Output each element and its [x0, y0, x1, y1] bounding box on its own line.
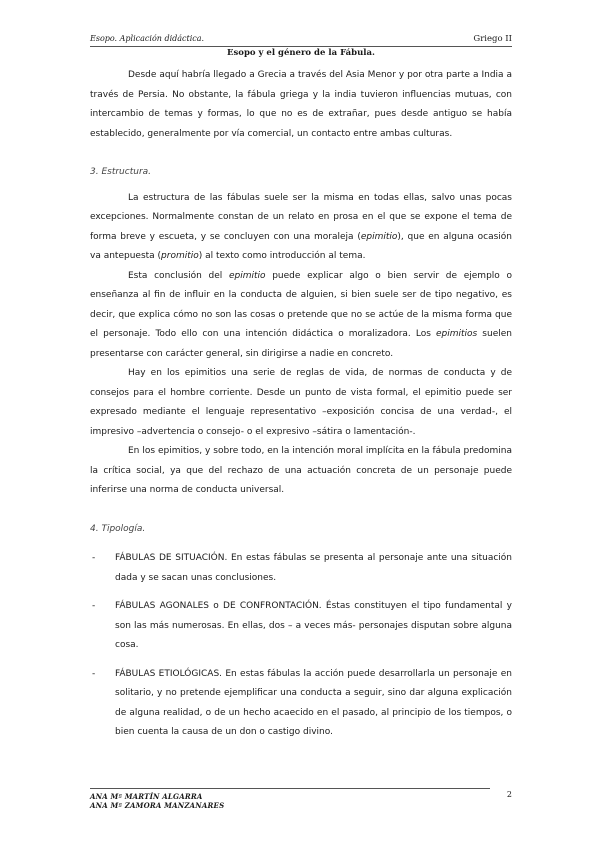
list-item-text: FÁBULAS ETIOLÓGICAS. En estas fábulas la acción puede desarrollarla un personaje en solitario, y no pretende ejemplificar una conducta a seguir, sino dar alguna explicación de alguna realidad, o de un hecho acaecido en el pasado, al principio de los tiempos, o bien cuenta la causa de un don o castigo divino.: [115, 668, 512, 737]
list-item-text: FÁBULAS AGONALES o DE CONFRONTACIÓN. Éstas constituyen el tipo fundamental y son las más numerosas. En ellas, dos – a veces más- personajes disputan sobre alguna cosa.: [115, 601, 512, 650]
italic-term: epimitios: [435, 329, 478, 339]
header-left-title: Esopo. Aplicación didáctica.: [90, 34, 205, 43]
page-header: [90, 34, 512, 60]
header-course: Griego II: [473, 34, 512, 44]
author-name: ANA Mª MARTÍN ALGARRA: [90, 792, 203, 801]
section-heading-tipologia: 4. Tipología.: [90, 523, 146, 534]
text-run: puede explicar algo o bien servir de ejemplo o enseñanza al fin de influir en la conducta de alguien, si bien suele ser de tipo negativo, es decir, que explica cómo no son las cosas o pretende que no se actúe de la misma forma que el personaje. Todo ello con una intención didáctica o moralizadora. Los: [90, 270, 512, 339]
header-document-title: Esopo y el género de la Fábula.: [227, 48, 375, 58]
header-rule: [90, 46, 512, 47]
dash-bullet: -: [92, 601, 96, 611]
list-item: [90, 597, 512, 656]
paragraph-estructura-3: Hay en los epimitios una serie de reglas de vida, de normas de conducta y de consejos para el hombre corriente. Desde un punto de vista formal, el epimitio puede ser expresado mediante el lenguaje representativo –exposición concisa de una verdad-, el impresivo –advertencia o consejo- o el expresivo –sátira o lamentación-.: [90, 368, 512, 437]
list-item: [90, 665, 512, 743]
italic-term: epimitio: [228, 270, 266, 281]
page-number: 2: [506, 790, 512, 799]
page-body: [90, 66, 512, 752]
intro-paragraph: Desde aquí habría llegado a Grecia a través del Asia Menor y por otra parte a India a través de Persia. No obstante, la fábula griega y la india tuvieron influencias mutuas, con intercambio de temas y formas, lo que no es de extrañar, pues desde antiguo se había establecido, generalmente por vía comercial, un contacto entre ambas culturas.: [90, 70, 512, 139]
footer-rule: [90, 788, 490, 789]
text-run: suelen presentarse con carácter general, sin dirigirse a nadie en concreto.: [90, 329, 512, 359]
text-run: ) al texto como introducción al tema.: [198, 251, 366, 261]
section-heading-estructura: 3. Estructura.: [90, 167, 152, 177]
typology-list: [90, 549, 512, 743]
paragraph-estructura-4: En los epimitios, y sobre todo, en la intención moral implícita en la fábula predomina la crítica social, ya que del rechazo de una actuación concreta de un personaje puede inferirse una norma de conducta universal.: [90, 446, 512, 495]
italic-term: promitio: [161, 251, 199, 261]
dash-bullet: -: [92, 668, 96, 679]
paragraph-estructura-1: [90, 189, 512, 267]
text-run: La estructura de las fábulas suele ser la misma en todas ellas, salvo unas pocas excepciones. Normalmente constan de un relato en prosa en el que se expone el tema de forma breve y escueta, y se concluyen con una moraleja (: [90, 192, 512, 242]
text-run: ), que en alguna ocasión va antepuesta (: [90, 231, 512, 261]
list-item: [90, 549, 512, 588]
dash-bullet: -: [92, 553, 96, 563]
author-name: ANA Mª ZAMORA MANZANARES: [90, 801, 225, 810]
list-item-text: FÁBULAS DE SITUACIÓN. En estas fábulas se presenta al personaje ante una situación dada y se sacan unas conclusiones.: [115, 553, 512, 583]
paragraph-estructura-2: [90, 267, 512, 365]
italic-term: epimitio: [360, 231, 398, 242]
text-run: Esta conclusión del: [128, 270, 229, 281]
